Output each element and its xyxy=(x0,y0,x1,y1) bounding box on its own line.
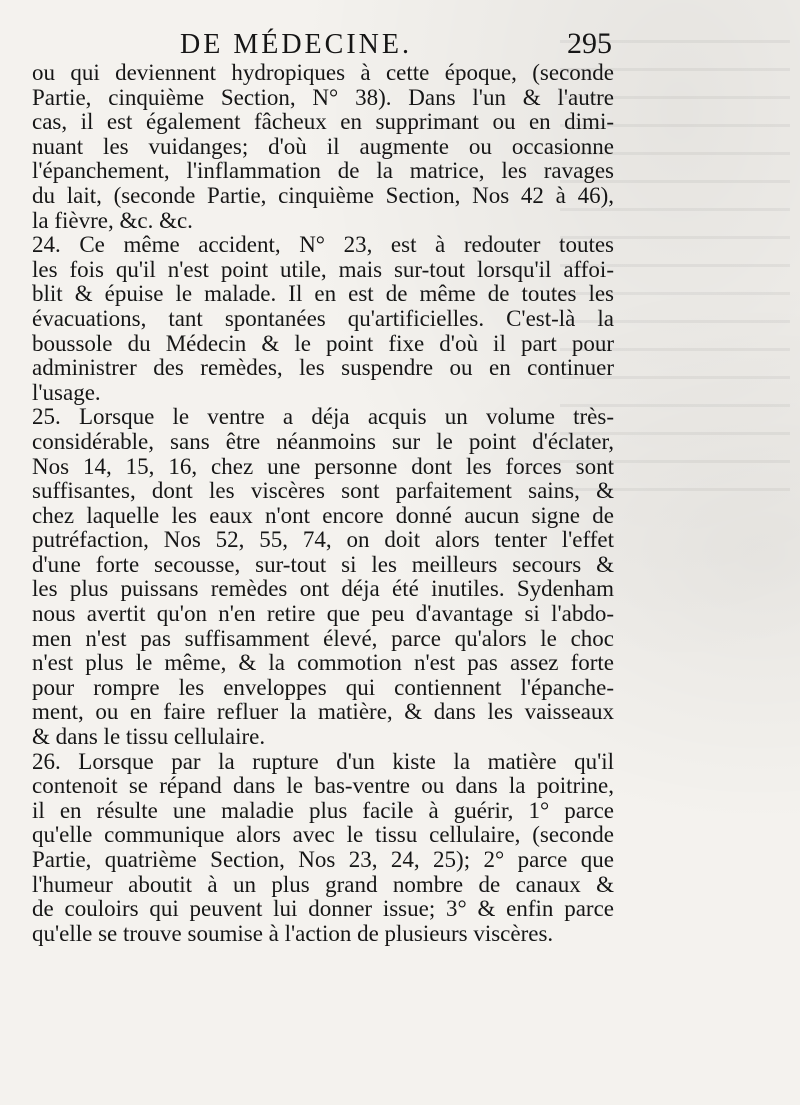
text-line: pour rompre les enveloppes qui contiennent l'épanche- xyxy=(32,675,614,700)
page-header xyxy=(34,26,616,66)
text-line: considérable, sans être néanmoins sur le point d'éclater, xyxy=(32,429,614,454)
text-line: putréfaction, Nos 52, 55, 74, on doit alors tenter l'effet xyxy=(32,528,614,553)
text-line: nuant les vuidanges; d'où il augmente ou occasionne xyxy=(32,134,614,159)
text-line: cas, il est également fâcheux en supprimant ou en dimi- xyxy=(32,110,614,135)
running-title: DE MÉDECINE. xyxy=(180,29,412,60)
text-line: blit & épuise le malade. Il en est de même de toutes les xyxy=(32,282,614,307)
text-line: l'épanchement, l'inflammation de la matrice, les ravages xyxy=(32,159,614,184)
body-text xyxy=(32,61,614,946)
text-line: suffisantes, dont les viscères sont parfaitement sains, & xyxy=(32,479,614,504)
text-line: les plus puissans remèdes ont déja été inutiles. Sydenham xyxy=(32,577,614,602)
paragraph-26-line: 26. Lorsque par la rupture d'un kiste la matière qu'il xyxy=(32,749,614,774)
text-line: qu'elle communique alors avec le tissu cellulaire, (seconde xyxy=(32,823,614,848)
paragraph-25-line: 25. Lorsque le ventre a déja acquis un volume très- xyxy=(32,405,614,430)
text-line: de couloirs qui peuvent lui donner issue; 3° & enfin parce xyxy=(32,897,614,922)
text-line: ou qui deviennent hydropiques à cette époque, (seconde xyxy=(32,61,614,85)
text-line: d'une forte secousse, sur-tout si les meilleurs secours & xyxy=(32,552,614,577)
text-line: l'usage. xyxy=(32,380,101,405)
text-line: administrer des remèdes, les suspendre ou en continuer xyxy=(32,356,614,381)
text-line: ment, ou en faire refluer la matière, & dans les vaisseaux xyxy=(32,700,614,725)
text-line: contenoit se répand dans le bas-ventre ou dans la poitrine, xyxy=(32,774,614,799)
text-line: la fièvre, &c. &c. xyxy=(32,208,193,233)
text-line: évacuations, tant spontanées qu'artificielles. C'est-là la xyxy=(32,306,614,331)
text-line: nous avertit qu'on n'en retire que peu d'avantage si l'abdo- xyxy=(32,602,614,627)
text-line: Partie, cinquième Section, N° 38). Dans l'un & l'autre xyxy=(32,85,614,110)
text-line: du lait, (seconde Partie, cinquième Section, Nos 42 à 46), xyxy=(32,183,614,208)
text-line: Nos 14, 15, 16, chez une personne dont les forces sont xyxy=(32,454,614,479)
page-number: 295 xyxy=(567,27,612,60)
paragraph-24-line: 24. Ce même accident, N° 23, est à redouter toutes xyxy=(32,233,614,258)
text-line: il en résulte une maladie plus facile à guérir, 1° parce xyxy=(32,798,614,823)
text-line: men n'est pas suffisamment élevé, parce qu'alors le choc xyxy=(32,626,614,651)
text-line: l'humeur aboutit à un plus grand nombre de canaux & xyxy=(32,872,614,897)
text-line: qu'elle se trouve soumise à l'action de plusieurs viscères. xyxy=(32,921,554,946)
text-line: & dans le tissu cellulaire. xyxy=(32,725,266,750)
text-line: Partie, quatrième Section, Nos 23, 24, 25); 2° parce que xyxy=(32,848,614,872)
text-line: les fois qu'il n'est point utile, mais sur-tout lorsqu'il affoi- xyxy=(32,257,614,282)
text-line: n'est plus le même, & la commotion n'est pas assez forte xyxy=(32,651,614,676)
text-line: boussole du Médecin & le point fixe d'où il part pour xyxy=(32,331,614,356)
text-line: chez laquelle les eaux n'ont encore donné aucun signe de xyxy=(32,503,614,528)
